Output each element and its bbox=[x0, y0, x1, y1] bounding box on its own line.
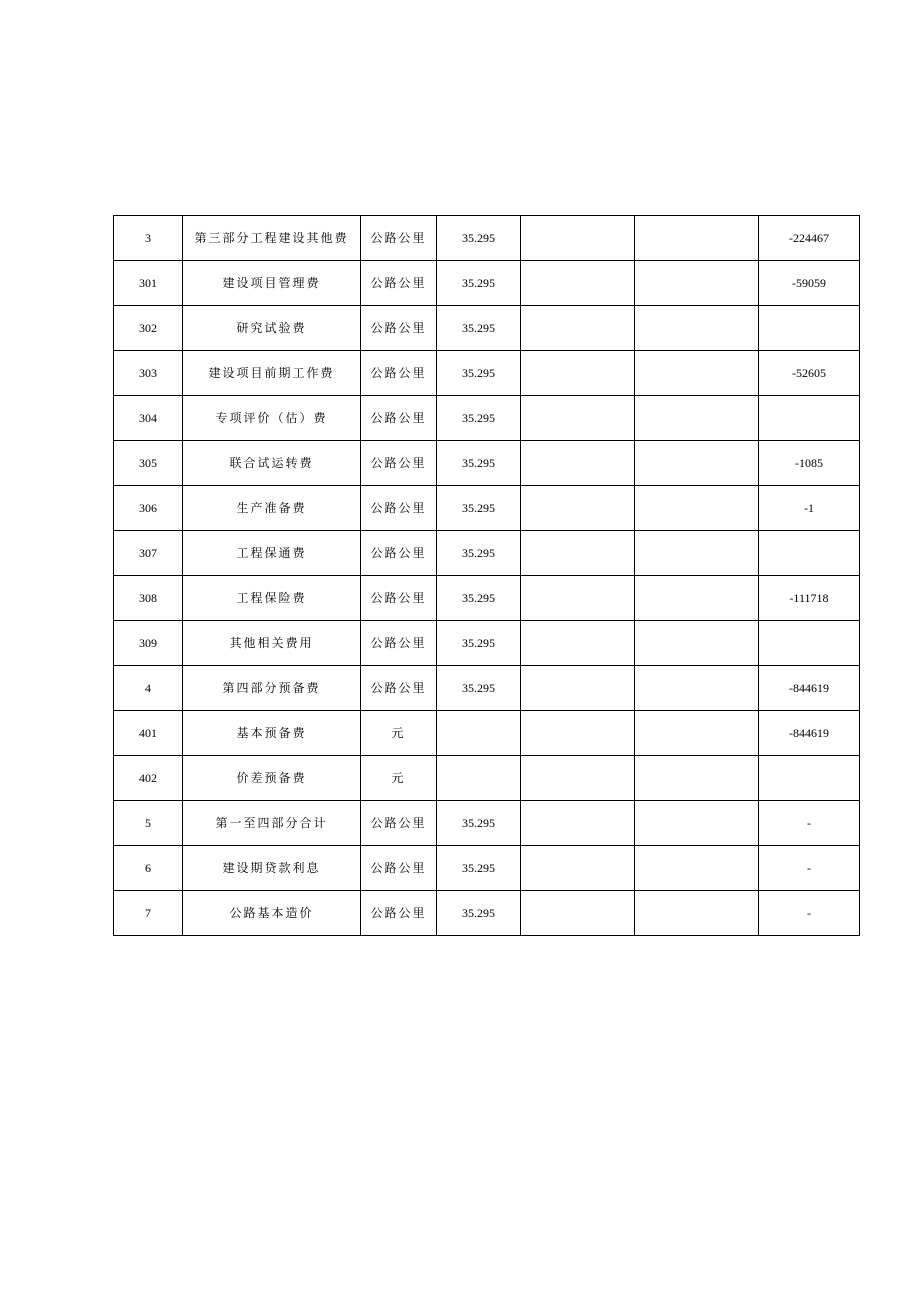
item-unit: 公路公里 bbox=[361, 531, 437, 576]
item-unit: 公路公里 bbox=[361, 396, 437, 441]
table-row bbox=[114, 351, 860, 396]
table-row bbox=[114, 396, 860, 441]
item-unit: 公路公里 bbox=[361, 351, 437, 396]
item-difference: -52605 bbox=[759, 351, 860, 396]
table-row bbox=[114, 531, 860, 576]
item-unit: 公路公里 bbox=[361, 621, 437, 666]
item-name: 建设项目前期工作费 bbox=[183, 351, 361, 396]
item-col5 bbox=[521, 621, 635, 666]
item-col5 bbox=[521, 396, 635, 441]
table-row bbox=[114, 306, 860, 351]
item-col6 bbox=[635, 891, 759, 936]
item-name: 工程保通费 bbox=[183, 531, 361, 576]
item-unit: 公路公里 bbox=[361, 801, 437, 846]
item-col6 bbox=[635, 216, 759, 261]
item-name: 专项评价（估）费 bbox=[183, 396, 361, 441]
item-difference bbox=[759, 621, 860, 666]
item-quantity: 35.295 bbox=[437, 261, 521, 306]
item-name: 建设期贷款利息 bbox=[183, 846, 361, 891]
item-col6 bbox=[635, 801, 759, 846]
item-col5 bbox=[521, 576, 635, 621]
item-col6 bbox=[635, 441, 759, 486]
item-col5 bbox=[521, 801, 635, 846]
table-row bbox=[114, 576, 860, 621]
item-name: 联合试运转费 bbox=[183, 441, 361, 486]
item-code: 308 bbox=[114, 576, 183, 621]
item-name: 第一至四部分合计 bbox=[183, 801, 361, 846]
table-row bbox=[114, 621, 860, 666]
item-difference: -844619 bbox=[759, 711, 860, 756]
item-quantity: 35.295 bbox=[437, 891, 521, 936]
item-difference bbox=[759, 756, 860, 801]
item-name: 第三部分工程建设其他费 bbox=[183, 216, 361, 261]
table-row bbox=[114, 216, 860, 261]
item-quantity: 35.295 bbox=[437, 216, 521, 261]
item-quantity: 35.295 bbox=[437, 306, 521, 351]
item-quantity: 35.295 bbox=[437, 531, 521, 576]
item-col6 bbox=[635, 351, 759, 396]
item-quantity: 35.295 bbox=[437, 396, 521, 441]
item-code: 304 bbox=[114, 396, 183, 441]
item-col5 bbox=[521, 441, 635, 486]
item-col6 bbox=[635, 621, 759, 666]
item-col5 bbox=[521, 351, 635, 396]
item-col5 bbox=[521, 261, 635, 306]
item-col6 bbox=[635, 261, 759, 306]
item-unit: 元 bbox=[361, 711, 437, 756]
table-row bbox=[114, 486, 860, 531]
item-code: 302 bbox=[114, 306, 183, 351]
table-row bbox=[114, 666, 860, 711]
item-name: 其他相关费用 bbox=[183, 621, 361, 666]
item-name: 第四部分预备费 bbox=[183, 666, 361, 711]
item-unit: 公路公里 bbox=[361, 666, 437, 711]
item-quantity: 35.295 bbox=[437, 486, 521, 531]
item-unit: 公路公里 bbox=[361, 261, 437, 306]
table-row bbox=[114, 891, 860, 936]
item-difference: - bbox=[759, 891, 860, 936]
item-col6 bbox=[635, 306, 759, 351]
item-unit: 公路公里 bbox=[361, 216, 437, 261]
item-col5 bbox=[521, 486, 635, 531]
item-col5 bbox=[521, 666, 635, 711]
item-difference: -1 bbox=[759, 486, 860, 531]
table-row bbox=[114, 711, 860, 756]
table-row bbox=[114, 756, 860, 801]
item-code: 303 bbox=[114, 351, 183, 396]
item-quantity: 35.295 bbox=[437, 666, 521, 711]
item-unit: 公路公里 bbox=[361, 486, 437, 531]
item-col6 bbox=[635, 396, 759, 441]
item-col5 bbox=[521, 216, 635, 261]
item-name: 工程保险费 bbox=[183, 576, 361, 621]
item-code: 4 bbox=[114, 666, 183, 711]
item-name: 公路基本造价 bbox=[183, 891, 361, 936]
item-difference: -224467 bbox=[759, 216, 860, 261]
item-code: 7 bbox=[114, 891, 183, 936]
item-code: 306 bbox=[114, 486, 183, 531]
item-difference: -59059 bbox=[759, 261, 860, 306]
item-unit: 公路公里 bbox=[361, 846, 437, 891]
item-code: 3 bbox=[114, 216, 183, 261]
item-unit: 元 bbox=[361, 756, 437, 801]
item-difference: -1085 bbox=[759, 441, 860, 486]
item-col6 bbox=[635, 576, 759, 621]
item-name: 建设项目管理费 bbox=[183, 261, 361, 306]
item-unit: 公路公里 bbox=[361, 306, 437, 351]
cost-estimate-table bbox=[113, 215, 860, 936]
item-code: 305 bbox=[114, 441, 183, 486]
item-col5 bbox=[521, 891, 635, 936]
item-code: 401 bbox=[114, 711, 183, 756]
item-code: 309 bbox=[114, 621, 183, 666]
item-difference: - bbox=[759, 801, 860, 846]
item-quantity: 35.295 bbox=[437, 576, 521, 621]
item-col5 bbox=[521, 711, 635, 756]
item-col5 bbox=[521, 756, 635, 801]
table-row bbox=[114, 261, 860, 306]
item-col6 bbox=[635, 531, 759, 576]
item-unit: 公路公里 bbox=[361, 441, 437, 486]
item-code: 402 bbox=[114, 756, 183, 801]
table-row bbox=[114, 441, 860, 486]
item-col6 bbox=[635, 711, 759, 756]
item-unit: 公路公里 bbox=[361, 576, 437, 621]
item-quantity: 35.295 bbox=[437, 441, 521, 486]
item-name: 生产准备费 bbox=[183, 486, 361, 531]
table-row bbox=[114, 801, 860, 846]
item-code: 301 bbox=[114, 261, 183, 306]
table-row bbox=[114, 846, 860, 891]
item-quantity: 35.295 bbox=[437, 801, 521, 846]
item-difference bbox=[759, 531, 860, 576]
item-code: 5 bbox=[114, 801, 183, 846]
item-unit: 公路公里 bbox=[361, 891, 437, 936]
item-col5 bbox=[521, 531, 635, 576]
item-difference: -111718 bbox=[759, 576, 860, 621]
item-col6 bbox=[635, 756, 759, 801]
item-name: 价差预备费 bbox=[183, 756, 361, 801]
item-difference bbox=[759, 306, 860, 351]
item-quantity: 35.295 bbox=[437, 846, 521, 891]
item-quantity: 35.295 bbox=[437, 621, 521, 666]
item-quantity bbox=[437, 756, 521, 801]
item-name: 基本预备费 bbox=[183, 711, 361, 756]
item-code: 6 bbox=[114, 846, 183, 891]
item-col6 bbox=[635, 846, 759, 891]
item-col5 bbox=[521, 846, 635, 891]
item-col6 bbox=[635, 486, 759, 531]
table-body bbox=[114, 216, 860, 936]
item-code: 307 bbox=[114, 531, 183, 576]
item-difference: - bbox=[759, 846, 860, 891]
item-difference bbox=[759, 396, 860, 441]
item-quantity: 35.295 bbox=[437, 351, 521, 396]
item-quantity bbox=[437, 711, 521, 756]
item-col5 bbox=[521, 306, 635, 351]
item-col6 bbox=[635, 666, 759, 711]
item-name: 研究试验费 bbox=[183, 306, 361, 351]
item-difference: -844619 bbox=[759, 666, 860, 711]
